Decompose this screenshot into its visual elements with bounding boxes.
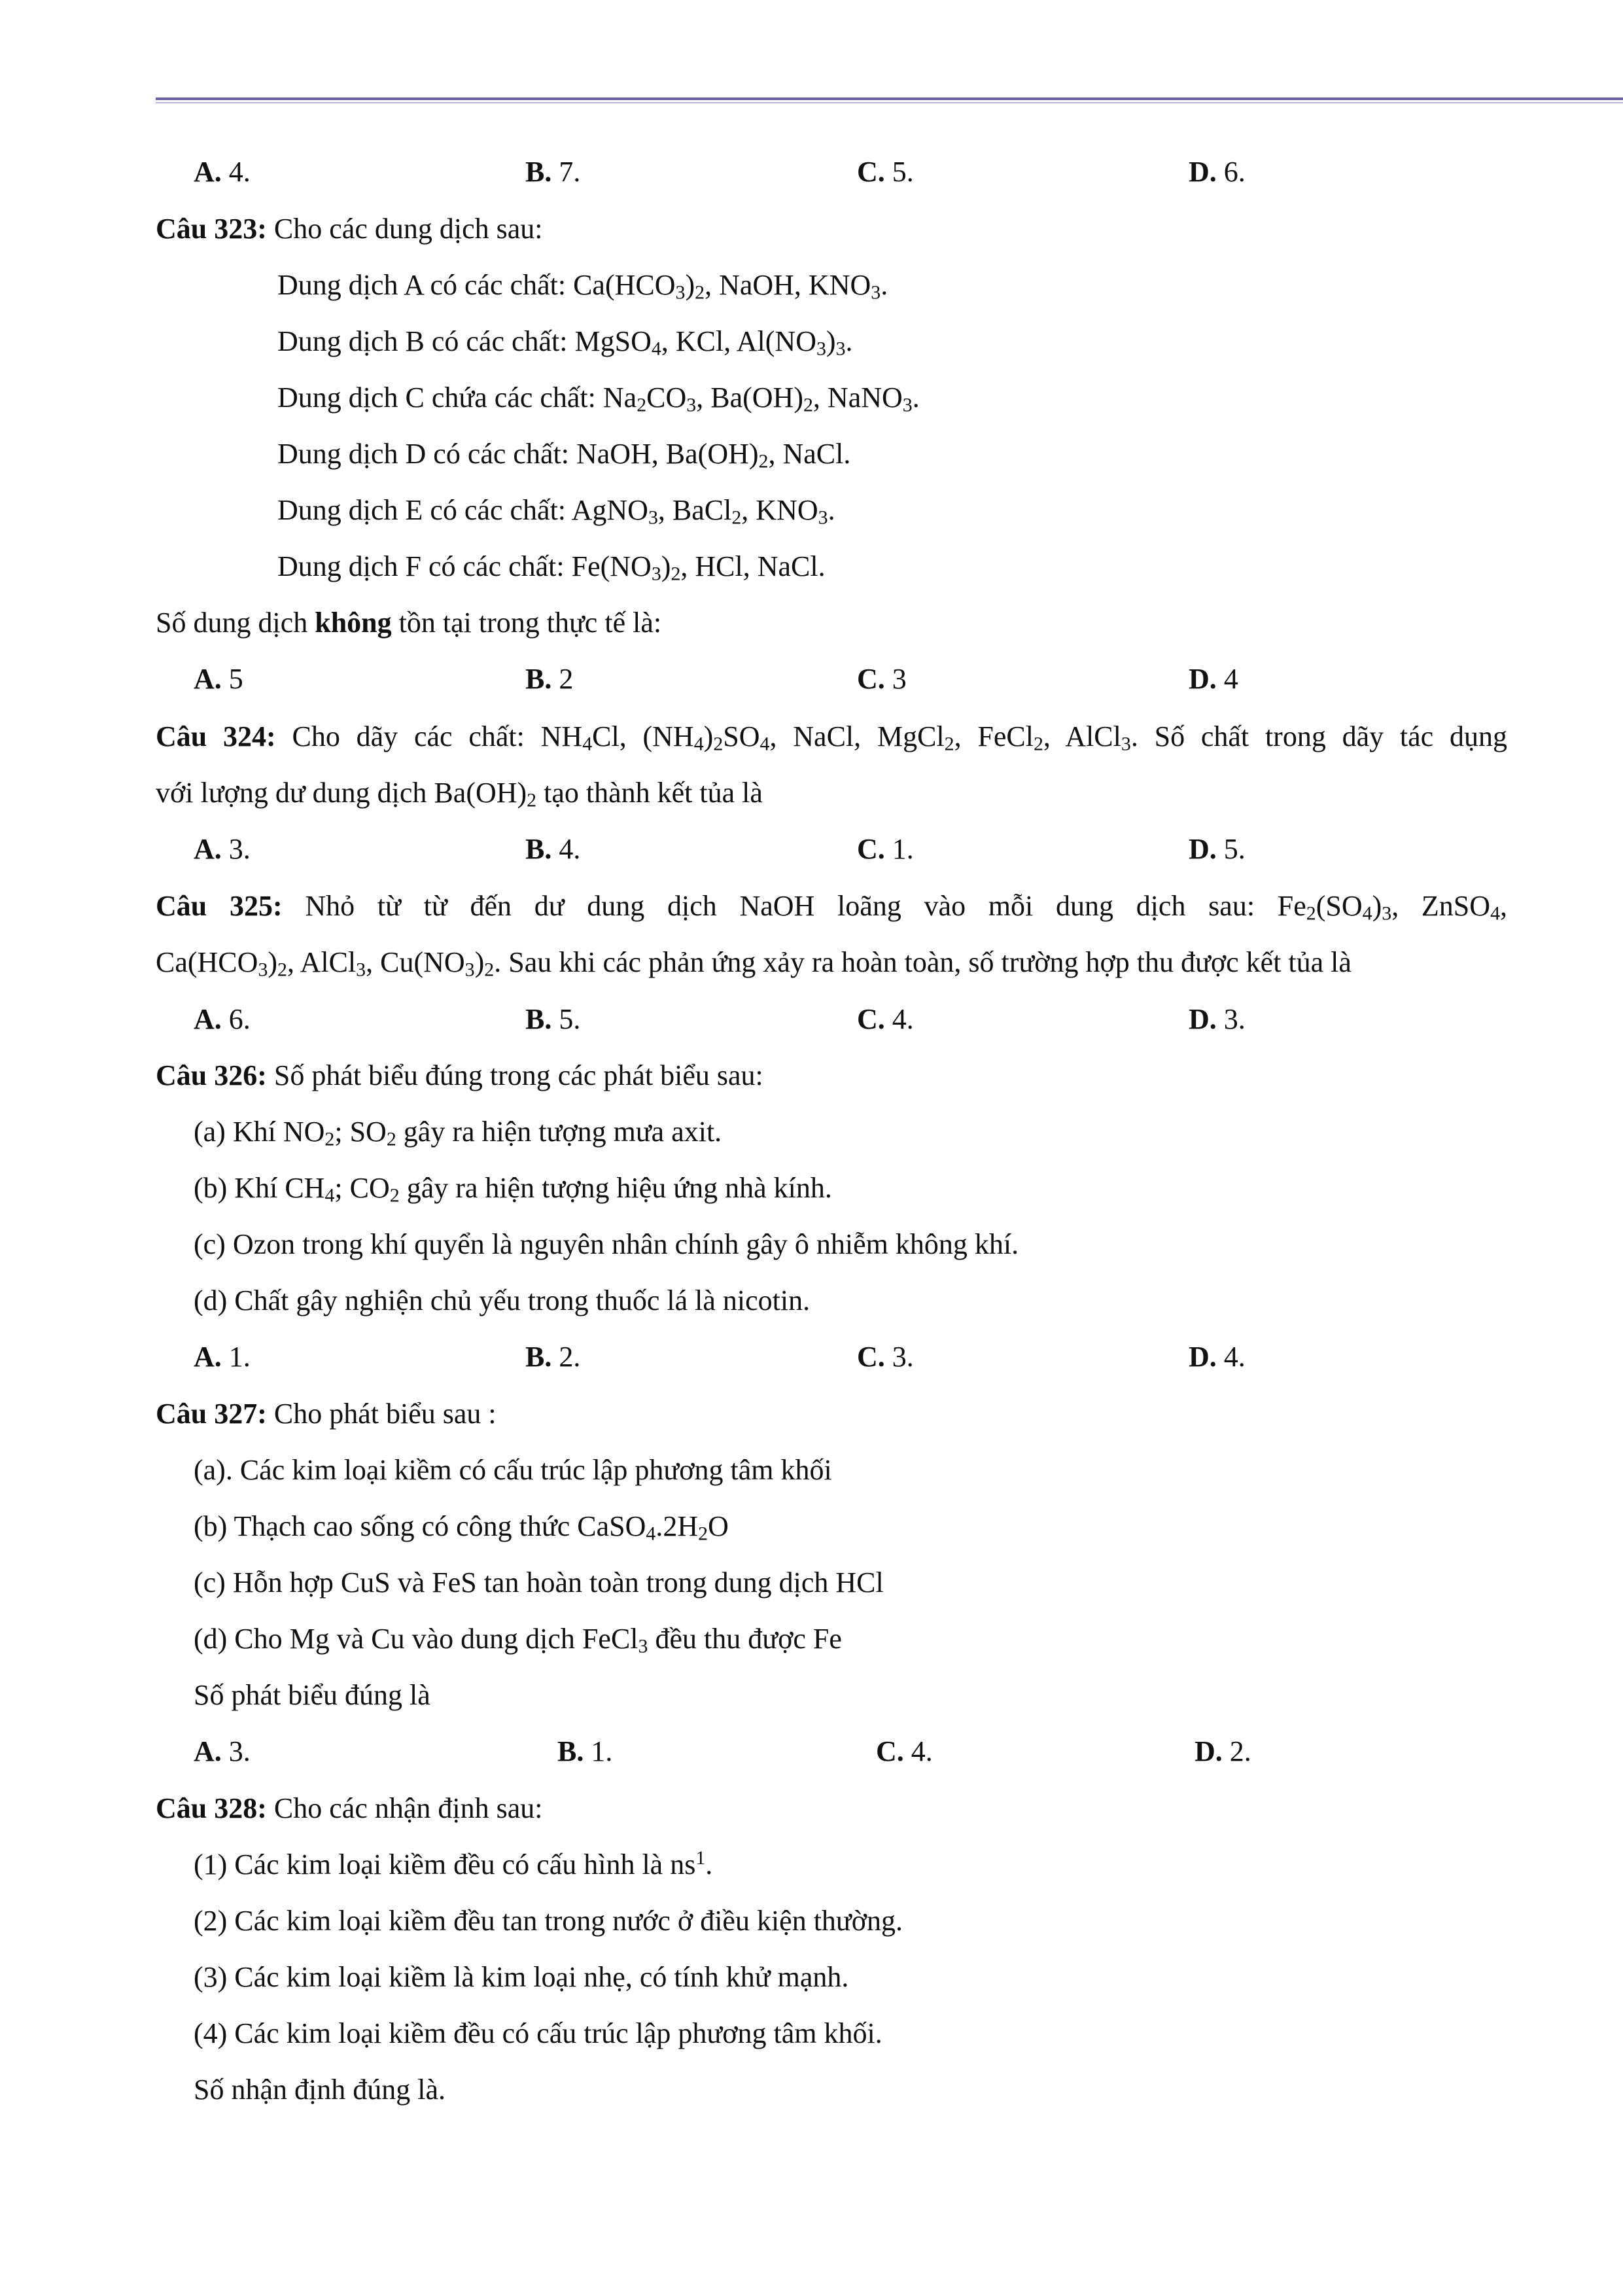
header-rule — [156, 97, 1623, 100]
option-a: A. 1. — [194, 1341, 251, 1373]
option-c: C. 1. — [857, 833, 914, 865]
option-b: B. 5. — [525, 1003, 581, 1035]
option-c: C. 4. — [857, 1003, 914, 1035]
option-c: C. 4. — [876, 1735, 933, 1767]
statement-d: (d) Chất gây nghiện chủ yếu trong thuốc lá là nicotin. — [194, 1284, 811, 1316]
statement-b: (b) Khí $CH_4$; $CO_2$ gây ra hiện tượng hiệu ứng nhà kính. — [194, 1172, 832, 1207]
option-b: B. 1. — [557, 1735, 613, 1767]
solution-d: Dung dịch D có các chất: NaOH, $Ba(OH)_2$, NaCl. — [277, 438, 851, 472]
option-d: D. 2. — [1195, 1735, 1251, 1767]
option-b: B. 7. — [525, 156, 581, 188]
option-b: B. 2 — [525, 663, 574, 695]
option-a: A. 4. — [194, 156, 251, 188]
question-324-line-2: với lượng dư dung dịch $Ba(OH)_2$ tạo thành kết tủa là — [156, 777, 763, 811]
statement-a: (a). Các kim loại kiềm có cấu trúc lập phương tâm khối — [194, 1454, 832, 1486]
question-325-line-2: $Ca(HCO_3)_2$, AlCl$_3$, $Cu(NO_3)_2$. Sau khi các phản ứng xảy ra hoàn toàn, số trường hợp thu được kết tủa là — [156, 946, 1352, 981]
solution-f: Dung dịch F có các chất: $Fe(NO_3)_2$, HCl, NaCl. — [277, 550, 826, 585]
question-327-heading: Câu 327: Cho phát biểu sau : — [156, 1398, 497, 1430]
statement-4: (4) Các kim loại kiềm đều có cấu trúc lập phương tâm khối. — [194, 2017, 882, 2049]
statement-2: (2) Các kim loại kiềm đều tan trong nước ở điều kiện thường. — [194, 1905, 903, 1937]
question-328-ask: Số nhận định đúng là. — [194, 2074, 445, 2106]
statement-c: (c) Ozon trong khí quyển là nguyên nhân chính gây ô nhiễm không khí. — [194, 1228, 1019, 1260]
option-a: A. 6. — [194, 1003, 251, 1035]
option-d: D. 3. — [1189, 1003, 1246, 1035]
question-326-heading: Câu 326: Số phát biểu đúng trong các phát biểu sau: — [156, 1059, 763, 1091]
question-323-heading: Câu 323: Cho các dung dịch sau: — [156, 213, 543, 245]
header-rule-thin — [156, 102, 1623, 103]
option-d: D. 6. — [1189, 156, 1246, 188]
option-d: D. 4 — [1189, 663, 1238, 695]
statement-a: (a) Khí $NO_2$; $SO_2$ gây ra hiện tượng mưa axit. — [194, 1116, 722, 1150]
option-c: C. 3. — [857, 1341, 914, 1373]
solution-c: Dung dịch C chứa các chất: $Na_2CO_3$, $Ba(OH)_2$, NaNO$_3$. — [277, 381, 920, 416]
option-d: D. 4. — [1189, 1341, 1246, 1373]
option-d: D. 5. — [1189, 833, 1246, 865]
option-a: A. 5 — [194, 663, 243, 695]
question-328-heading: Câu 328: Cho các nhận định sau: — [156, 1792, 543, 1824]
option-a: A. 3. — [194, 833, 251, 865]
question-324-line-1: Câu 324: Cho dãy các chất: $NH_4Cl$, $(NH_4)_2SO_4$, NaCl, MgCl$_2$, FeCl$_2$, AlCl$_3$. Số chất trong dãy tác dụng — [156, 720, 1508, 755]
statement-b: (b) Thạch cao sống có công thức $CaSO_4.2H_2O$ — [194, 1510, 729, 1545]
option-a: A. 3. — [194, 1735, 251, 1767]
question-325-line-1: Câu 325: Nhỏ từ từ đến dư dung dịch NaOH loãng vào mỗi dung dịch sau: $Fe_2(SO_4)_3$, ZnSO$_4$, — [156, 890, 1508, 925]
statement-3: (3) Các kim loại kiềm là kim loại nhẹ, có tính khử mạnh. — [194, 1961, 849, 1993]
solution-a: Dung dịch A có các chất: $Ca(HCO_3)_2$, NaOH, $KNO_3$. — [277, 269, 888, 304]
option-c: C. 3 — [857, 663, 907, 695]
option-b: B. 2. — [525, 1341, 581, 1373]
statement-c: (c) Hỗn hợp CuS và FeS tan hoàn toàn trong dung dịch HCl — [194, 1566, 884, 1598]
question-323-ask: Số dung dịch không tồn tại trong thực tế là: — [156, 607, 662, 639]
question-327-ask: Số phát biểu đúng là — [194, 1679, 430, 1711]
solution-b: Dung dịch B có các chất: MgSO$_4$, KCl, $Al(NO_3)_3$. — [277, 325, 853, 360]
option-c: C. 5. — [857, 156, 914, 188]
statement-d: (d) Cho Mg và Cu vào dung dịch FeCl$_3$ đều thu được Fe — [194, 1623, 842, 1657]
statement-1: (1) Các kim loại kiềm đều có cấu hình là $ns^1$. — [194, 1847, 713, 1881]
solution-e: Dung dịch E có các chất: AgNO$_3$, BaCl$_2$, $KNO_3$. — [277, 494, 835, 529]
option-b: B. 4. — [525, 833, 581, 865]
